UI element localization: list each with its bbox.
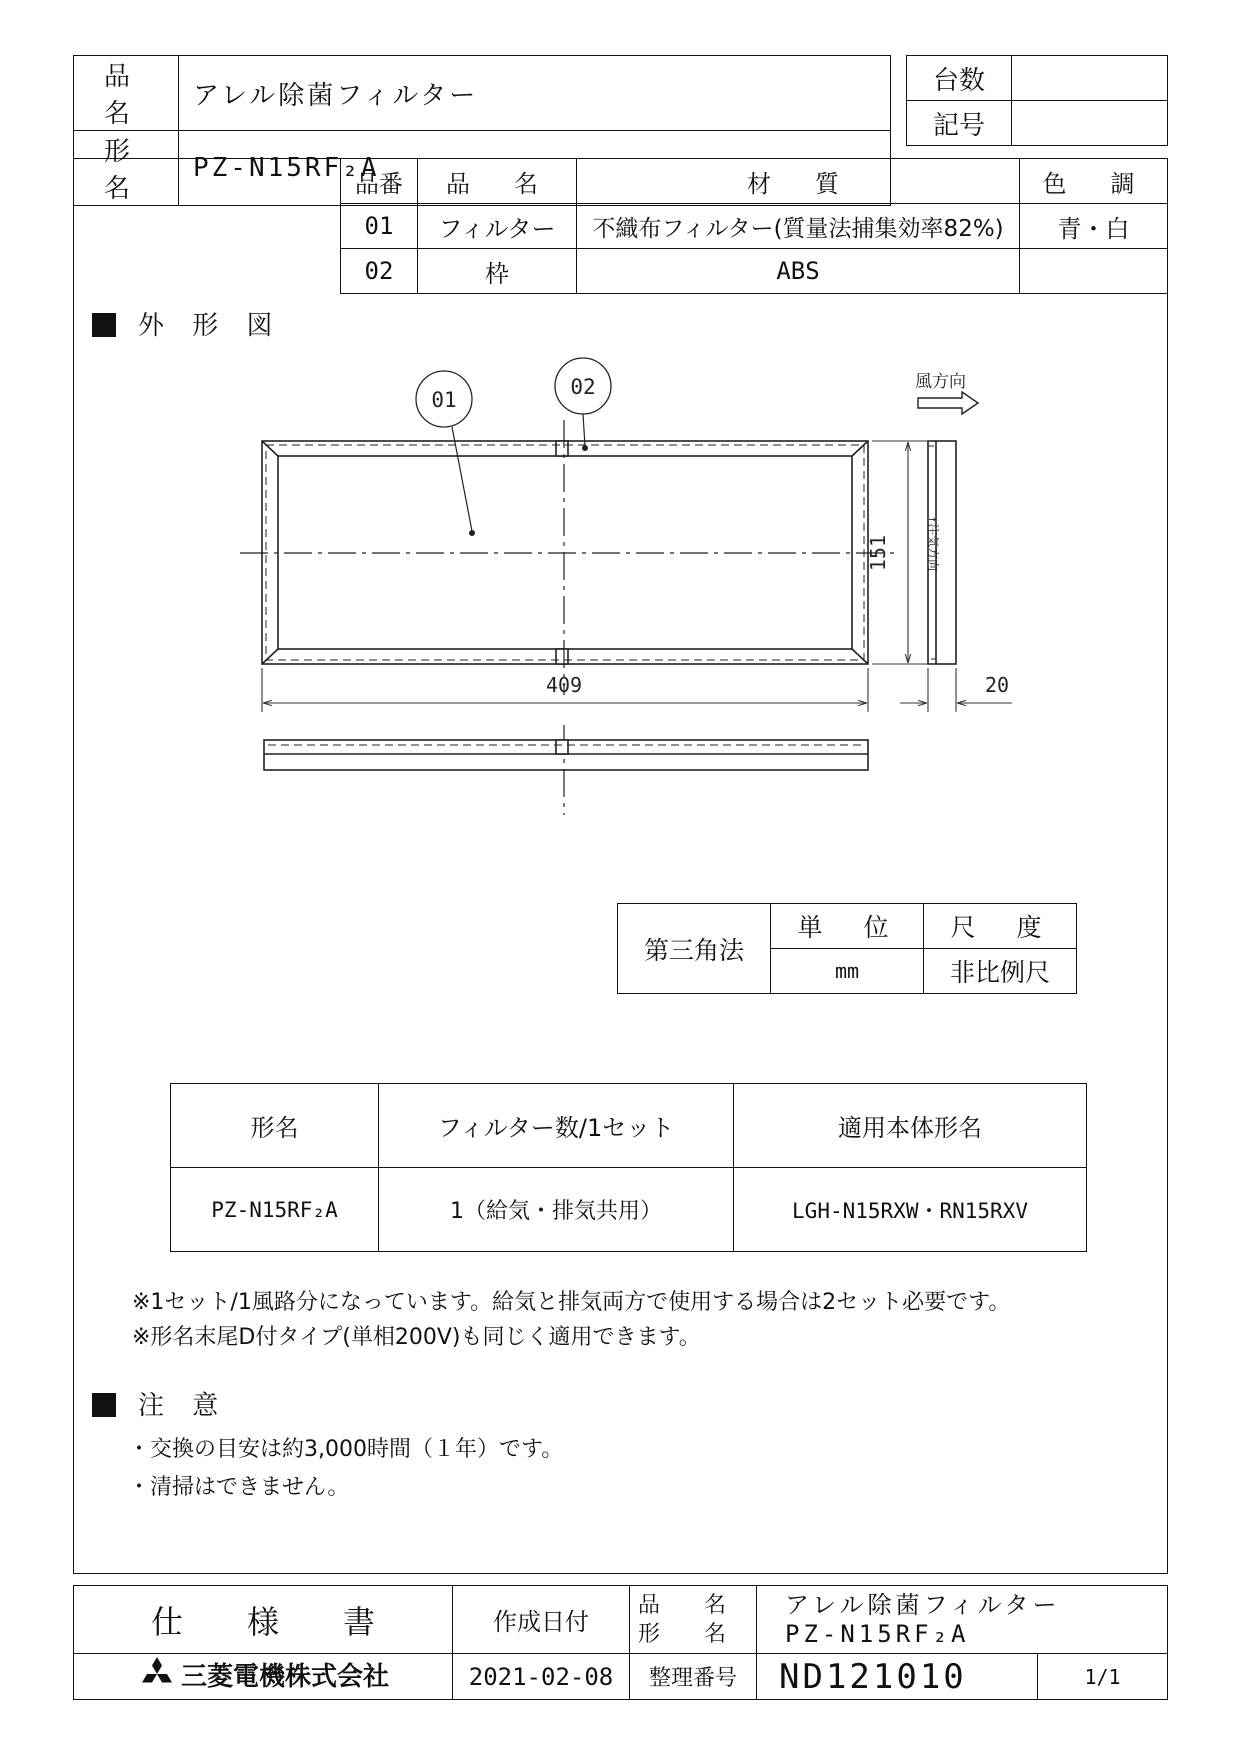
parts-header-no: 品番 xyxy=(341,159,418,204)
number-label: 整理番号 xyxy=(630,1654,757,1700)
footer-product-name: アレル除菌フィルター xyxy=(785,1590,1061,1619)
created-date: 2021-02-08 xyxy=(453,1654,630,1700)
doc-title: 仕 様 書 xyxy=(74,1586,453,1654)
count-label: 台数 xyxy=(907,56,1012,101)
page-number: 1/1 xyxy=(1038,1654,1168,1700)
product-name: アレル除菌フィルター xyxy=(179,56,891,131)
footer-model-label: 形 名 xyxy=(638,1621,727,1647)
part-material: 不織布フィルター(質量法捕集効率82%) xyxy=(577,204,1020,249)
outline-title-text: 外 形 図 xyxy=(138,311,283,341)
wind-direction-label: 風方向 xyxy=(915,372,966,392)
three-diamonds-icon xyxy=(137,1657,177,1691)
model-header: 形名 xyxy=(171,1084,379,1168)
scale-label: 尺 度 xyxy=(924,904,1077,949)
caution-title xyxy=(92,1385,228,1422)
parts-header-color: 色 調 xyxy=(1020,159,1168,204)
symbol-label: 記号 xyxy=(907,101,1012,146)
qty-header: フィルター数/1セット xyxy=(379,1084,734,1168)
company-logo xyxy=(137,1656,389,1693)
scale-value: 非比例尺 xyxy=(924,949,1077,994)
dim-depth: 20 xyxy=(984,673,1010,697)
company-name: 三菱電機株式会社 xyxy=(180,1661,389,1692)
outline-drawing xyxy=(0,0,1240,840)
part-color: 青・白 xyxy=(1020,204,1168,249)
caution-item-1: ・交換の目安は約3,000時間（１年）です。 xyxy=(128,1437,564,1462)
qty-cell: 1（給気・排気共用） xyxy=(379,1168,734,1252)
parts-header-name: 品 名 xyxy=(418,159,577,204)
title-block xyxy=(73,1585,1168,1700)
applicable-cell: LGH-N15RXW・RN15RXV xyxy=(734,1168,1087,1252)
model-value: PZ-N15RF₂A xyxy=(179,131,891,206)
bottom-view xyxy=(264,740,868,770)
part-no: 01 xyxy=(341,204,418,249)
applicable-header: 適用本体形名 xyxy=(734,1084,1087,1168)
side-mark: ↑注気方向 xyxy=(926,516,940,572)
created-label: 作成日付 xyxy=(453,1586,630,1654)
part-no: 02 xyxy=(341,249,418,294)
model-table xyxy=(170,1083,1087,1252)
unit-label: 単 位 xyxy=(771,904,924,949)
scale-table xyxy=(617,903,1077,994)
caution-item-2: ・清掃はできません。 xyxy=(128,1475,350,1500)
unit-value: mm xyxy=(771,949,924,994)
part-name: フィルター xyxy=(418,204,577,249)
footer-product-label: 品 名 xyxy=(638,1592,727,1618)
wind-arrow-icon xyxy=(918,392,978,414)
part-name: 枠 xyxy=(418,249,577,294)
model-label: 形 名 xyxy=(74,131,179,206)
table-row xyxy=(171,1168,1087,1252)
part-material: ABS xyxy=(577,249,1020,294)
note-2: ※形名末尾D付タイプ(単相200V)も同じく適用できます。 xyxy=(132,1325,701,1350)
callout-01: 01 xyxy=(431,388,457,412)
model-cell: PZ-N15RF₂A xyxy=(171,1168,379,1252)
footer-model: PZ-N15RF₂A xyxy=(785,1619,970,1648)
caution-title-text: 注 意 xyxy=(138,1391,229,1421)
projection-method: 第三角法 xyxy=(618,904,771,994)
note-1: ※1セット/1風路分になっています。給気と排気両方で使用する場合は2セット必要です。 xyxy=(132,1290,1011,1315)
product-label: 品 名 xyxy=(74,56,179,131)
bullet-square-icon xyxy=(92,1393,116,1417)
document-number: ND121010 xyxy=(757,1654,1038,1700)
dim-height: 151 xyxy=(866,534,890,572)
parts-header-material: 材 質 xyxy=(577,159,1020,204)
dim-width: 409 xyxy=(545,673,583,697)
callout-02: 02 xyxy=(570,375,596,399)
